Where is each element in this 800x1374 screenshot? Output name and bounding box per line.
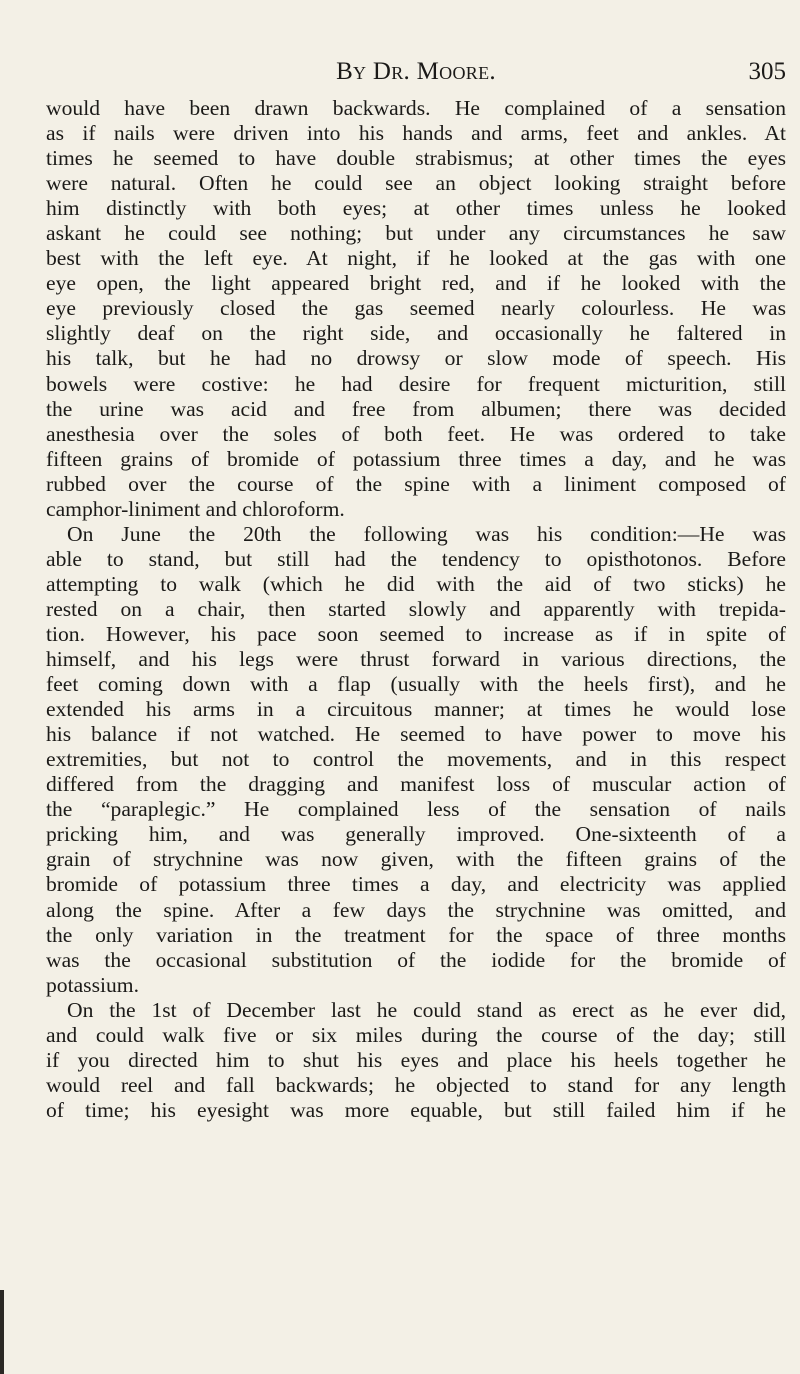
text-line: askant he could see nothing; but under any circumstances he saw: [46, 221, 786, 246]
text-line: pricking him, and was generally improved. One-sixteenth of a: [46, 822, 786, 847]
text-line: tion. However, his pace soon seemed to increase as if in spite of: [46, 621, 786, 646]
text-line: the “paraplegic.” He complained less of the sensation of nails: [46, 797, 786, 822]
page-number: 305: [748, 58, 786, 85]
text-line: differed from the dragging and manifest loss of muscular action of: [46, 772, 786, 797]
text-line: bowels were costive: he had desire for frequent micturition, still: [46, 371, 786, 396]
text-line: his talk, but he had no drowsy or slow mode of speech. His: [46, 346, 786, 371]
text-line: best with the left eye. At night, if he looked at the gas with one: [46, 246, 786, 271]
page-binding-edge: [0, 1290, 4, 1374]
text-line: rested on a chair, then started slowly and apparently with trepida-: [46, 596, 786, 621]
paragraph-start-line: On the 1st of December last he could stand as erect as he ever did,: [67, 997, 786, 1022]
text-line: as if nails were driven into his hands and arms, feet and ankles. At: [46, 121, 786, 146]
text-line: feet coming down with a flap (usually with the heels first), and he: [46, 672, 786, 697]
text-line: slightly deaf on the right side, and occasionally he faltered in: [46, 321, 786, 346]
text-line: were natural. Often he could see an object looking straight before: [46, 171, 786, 196]
text-line: anesthesia over the soles of both feet. He was ordered to take: [46, 421, 786, 446]
body-text: [46, 96, 786, 1123]
text-line: bromide of potassium three times a day, and electricity was applied: [46, 872, 786, 897]
text-line: grain of strychnine was now given, with the fifteen grains of the: [46, 847, 786, 872]
text-line: extended his arms in a circuitous manner; at times he would lose: [46, 697, 786, 722]
text-line: rubbed over the course of the spine with a liniment composed of: [46, 471, 786, 496]
running-head: [46, 58, 786, 94]
text-line: would have been drawn backwards. He complained of a sensation: [46, 96, 786, 120]
text-line: would reel and fall backwards; he objected to stand for any length: [46, 1072, 786, 1097]
text-line: attempting to walk (which he did with the aid of two sticks) he: [46, 571, 786, 596]
text-line: and could walk five or six miles during the course of the day; still: [46, 1022, 786, 1047]
text-line: if you directed him to shut his eyes and place his heels together he: [46, 1047, 786, 1072]
text-line: of time; his eyesight was more equable, but still failed him if he: [46, 1097, 786, 1122]
text-line: his balance if not watched. He seemed to have power to move his: [46, 722, 786, 747]
paragraph-end-line: potassium.: [46, 972, 139, 997]
paragraph-end-line: camphor-liniment and chloroform.: [46, 496, 345, 521]
text-line: able to stand, but still had the tendency to opisthotonos. Before: [46, 546, 786, 571]
text-line: him distinctly with both eyes; at other times unless he looked: [46, 196, 786, 221]
text-line: the only variation in the treatment for the space of three months: [46, 922, 786, 947]
text-line: the urine was acid and free from albumen; there was decided: [46, 396, 786, 421]
text-line: eye open, the light appeared bright red, and if he looked with the: [46, 271, 786, 296]
paragraph-start-line: On June the 20th the following was his condition:—He was: [67, 521, 786, 546]
text-line: extremities, but not to control the movements, and in this respect: [46, 747, 786, 772]
text-line: eye previously closed the gas seemed nearly colourless. He was: [46, 296, 786, 321]
running-title: By Dr. Moore.: [336, 58, 496, 85]
text-line: himself, and his legs were thrust forward in various directions, the: [46, 647, 786, 672]
text-line: was the occasional substitution of the iodide for the bromide of: [46, 947, 786, 972]
text-line: fifteen grains of bromide of potassium three times a day, and he was: [46, 446, 786, 471]
text-line: along the spine. After a few days the strychnine was omitted, and: [46, 897, 786, 922]
text-line: times he seemed to have double strabismus; at other times the eyes: [46, 146, 786, 171]
